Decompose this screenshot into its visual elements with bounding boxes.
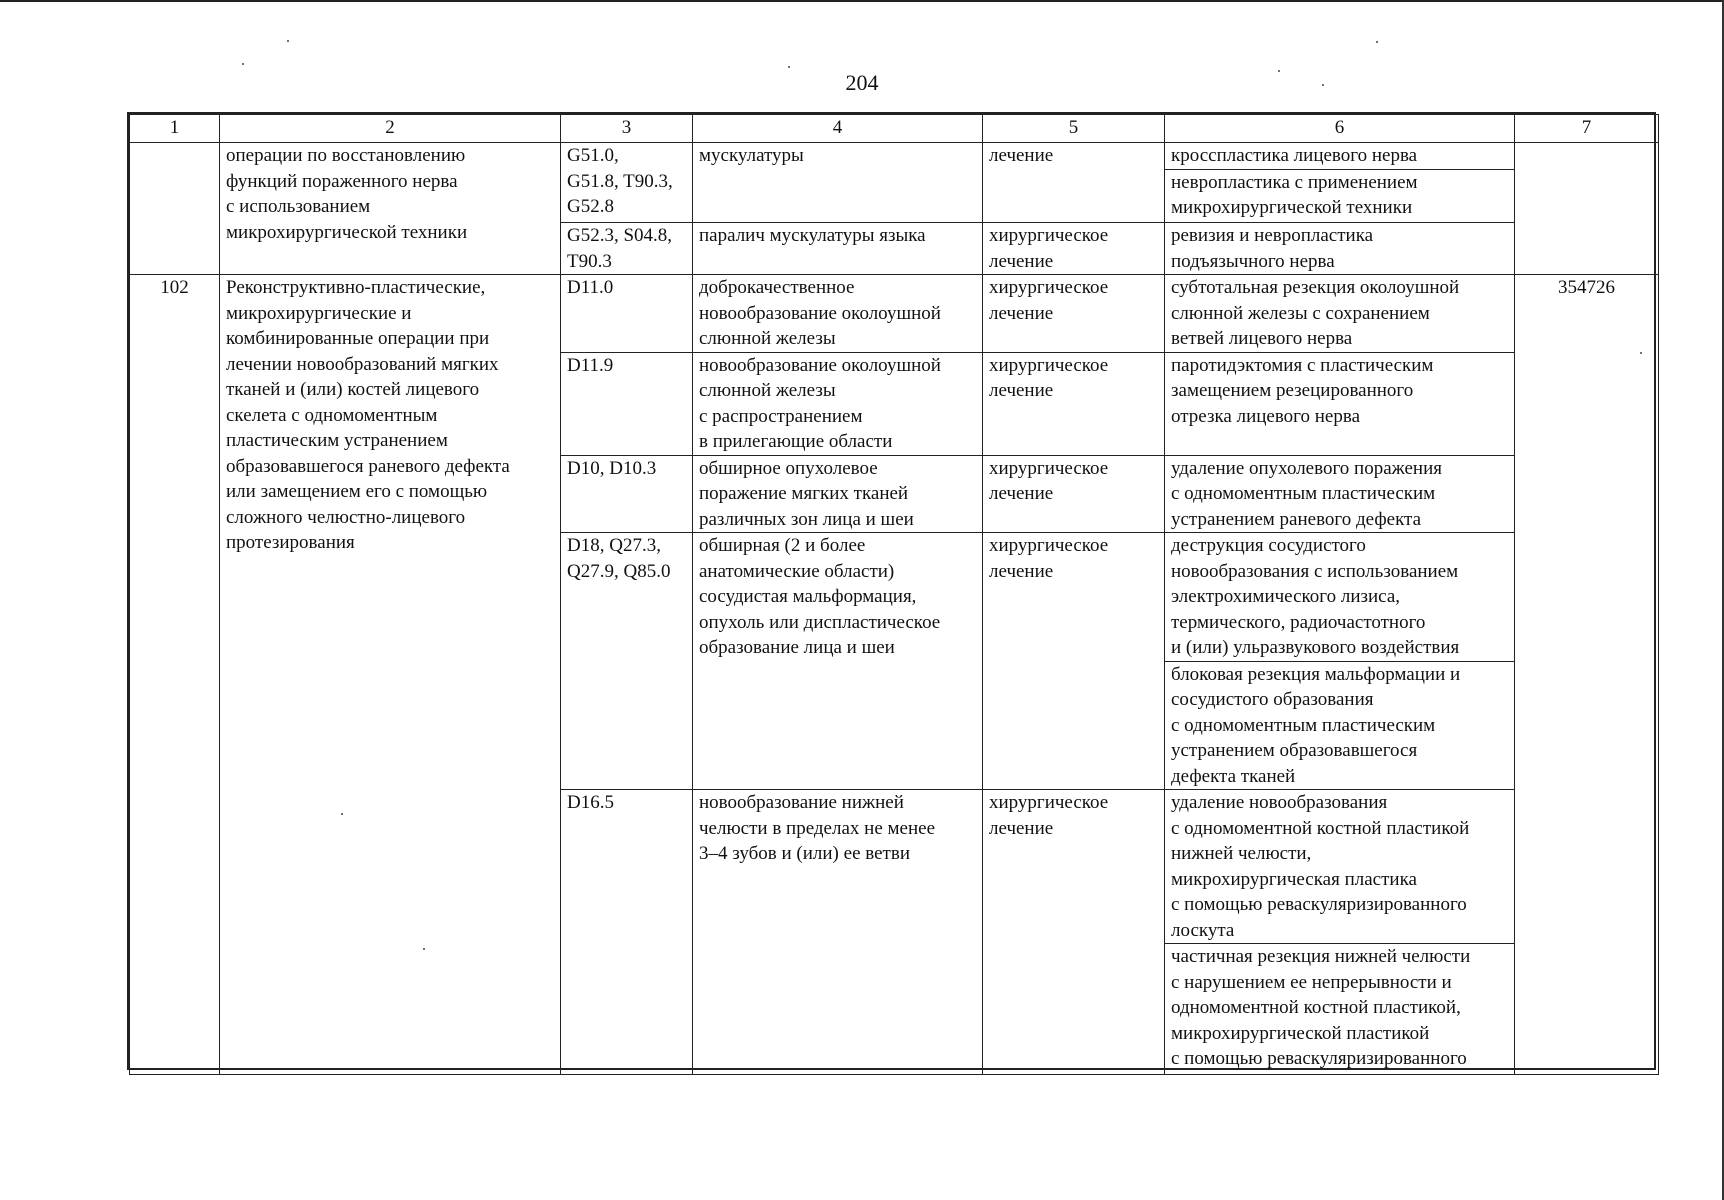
- treatment-method-entry: невропластика с применением микрохирургической техники: [1165, 169, 1514, 221]
- treatment-type-cell: лечение: [983, 143, 1165, 223]
- scan-speck: [788, 66, 790, 68]
- model-cell: мускулатуры: [693, 143, 983, 223]
- treatment-type-cell: хирургическое лечение: [983, 352, 1165, 455]
- scan-speck: [287, 40, 289, 42]
- treatment-method-entry: деструкция сосудистого новообразования с использованием электрохимического лизиса, термического, радиочастотного и (или) ульразвукового воздействия: [1171, 535, 1460, 658]
- treatment-method-entry: частичная резекция нижней челюсти с нарушением ее непрерывности и одномоментной костной пластикой, микрохирургической пластикой с помощью реваскуляризированного: [1165, 943, 1514, 1072]
- treatment-method-entry: кросспластика лицевого нерва: [1171, 145, 1418, 166]
- page-number: 204: [845, 70, 879, 95]
- code-cell: D18, Q27.3, Q27.9, Q85.0: [561, 533, 693, 790]
- treatment-method-cell: удаление опухолевого поражения с одномоментным пластическим устранением раневого дефекта: [1165, 455, 1515, 533]
- treatment-type-cell: хирургическое лечение: [983, 223, 1165, 275]
- code-cell: D16.5: [561, 790, 693, 1075]
- header-col-6: 6: [1165, 115, 1515, 143]
- treatment-method-cell: [1165, 533, 1515, 790]
- treatment-method-cell: субтотальная резекция околоушной слюнной железы с сохранением ветвей лицевого нерва: [1165, 275, 1515, 353]
- model-cell: новообразование околоушной слюнной железы с распространением в прилегающие области: [693, 352, 983, 455]
- code-cell: D11.9: [561, 352, 693, 455]
- model-cell: паралич мускулатуры языка: [693, 223, 983, 275]
- header-col-3: 3: [561, 115, 693, 143]
- code-cell: D11.0: [561, 275, 693, 353]
- scan-speck: [1322, 84, 1324, 86]
- treatment-method-entry: удаление новообразования с одномоментной костной пластикой нижней челюсти, микрохирургическая пластика с помощью реваскуляризированного лоскута: [1171, 792, 1470, 941]
- model-cell: доброкачественное новообразование околоушной слюнной железы: [693, 275, 983, 353]
- treatment-type-cell: хирургическое лечение: [983, 533, 1165, 790]
- method-cell: Реконструктивно-пластические, микрохирургические и комбинированные операции при лечении новообразований мягких тканей и (или) костей лицевого скелета с одномоментным пластическим устранением образовавшегося раневого дефекта или замещением его с помощью сложного челюстно-лицевого протезирования: [220, 275, 561, 1075]
- row-number-cell: [130, 143, 220, 275]
- treatment-method-cell: [1165, 790, 1515, 1075]
- procedure-table: [127, 112, 1656, 1070]
- scan-speck: [242, 63, 244, 65]
- header-col-2: 2: [220, 115, 561, 143]
- scan-edge-top: [0, 0, 1724, 2]
- treatment-method-cell: [1165, 143, 1515, 223]
- treatment-type-cell: хирургическое лечение: [983, 275, 1165, 353]
- header-col-5: 5: [983, 115, 1165, 143]
- scan-speck: [1278, 70, 1280, 72]
- scan-speck: [1376, 41, 1378, 43]
- model-cell: обширная (2 и более анатомические области) сосудистая мальформация, опухоль или диспластическое образование лица и шеи: [693, 533, 983, 790]
- header-row: [130, 115, 1659, 143]
- header-col-1: 1: [130, 115, 220, 143]
- treatment-type-cell: хирургическое лечение: [983, 790, 1165, 1075]
- header-col-4: 4: [693, 115, 983, 143]
- header-col-7: 7: [1515, 115, 1659, 143]
- treatment-method-cell: ревизия и невропластика подъязычного нерва: [1165, 223, 1515, 275]
- code-cell: G52.3, S04.8, T90.3: [561, 223, 693, 275]
- cost-cell: 354726: [1515, 275, 1659, 1075]
- model-cell: обширное опухолевое поражение мягких тканей различных зон лица и шеи: [693, 455, 983, 533]
- model-cell: новообразование нижней челюсти в пределах не менее 3–4 зубов и (или) ее ветви: [693, 790, 983, 1075]
- row-number-cell: 102: [130, 275, 220, 1075]
- code-cell: G51.0, G51.8, T90.3, G52.8: [561, 143, 693, 223]
- cost-cell: [1515, 143, 1659, 275]
- method-cell: операции по восстановлению функций пораженного нерва с использованием микрохирургической техники: [220, 143, 561, 275]
- treatment-method-entry: блоковая резекция мальформации и сосудистого образования с одномоментным пластическим устранением образовавшегося дефекта тканей: [1165, 661, 1514, 790]
- table-row: [130, 143, 1659, 223]
- treatment-method-cell: паротидэктомия с пластическим замещением резецированного отрезка лицевого нерва: [1165, 352, 1515, 455]
- table-row: [130, 275, 1659, 353]
- code-cell: D10, D10.3: [561, 455, 693, 533]
- treatment-type-cell: хирургическое лечение: [983, 455, 1165, 533]
